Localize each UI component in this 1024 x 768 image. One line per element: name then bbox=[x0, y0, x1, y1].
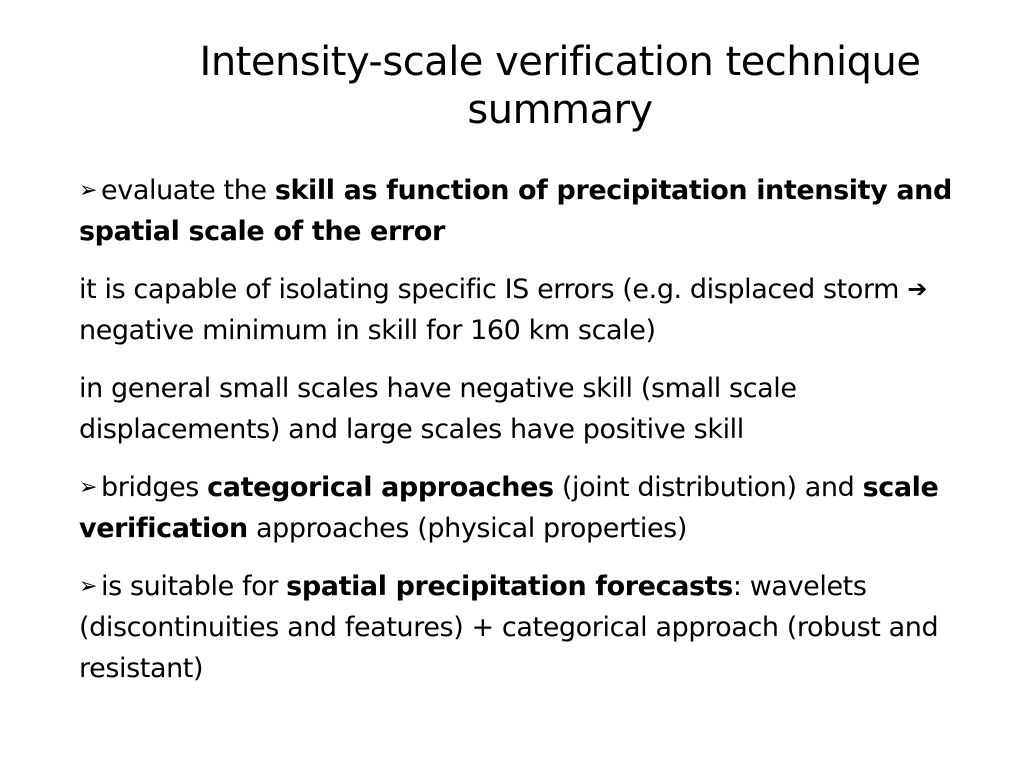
para-text: (joint distribution) and bbox=[553, 472, 863, 503]
para-text: : wavelets (discontinuities and features) + categorical approach (robust and resistant) bbox=[79, 571, 939, 684]
bullet-arrow-icon: ➢ bbox=[79, 178, 98, 203]
bullet-arrow-icon: ➢ bbox=[79, 475, 98, 500]
para-bold: categorical approaches bbox=[207, 472, 554, 503]
bullet-evaluate-skill bbox=[79, 170, 969, 252]
slide-title-line-1: Intensity-scale verification technique bbox=[199, 39, 921, 85]
para-bold: spatial precipitation forecasts bbox=[286, 571, 733, 602]
slide-body bbox=[79, 170, 969, 706]
para-bold: scale verification bbox=[79, 472, 939, 544]
para-text: bridges bbox=[101, 472, 208, 503]
para-bold: skill as function of precipitation intensity and spatial scale of the error bbox=[79, 175, 952, 247]
para-text: it is capable of isolating specific IS errors (e.g. displaced storm bbox=[79, 274, 908, 305]
para-isolating-errors bbox=[79, 269, 969, 351]
para-small-large-scales bbox=[79, 368, 969, 450]
para-text: in general small scales have negative skill (small scale displacements) and large scales have positive skill bbox=[79, 373, 797, 445]
para-text: negative minimum in skill for 160 km scale) bbox=[79, 315, 656, 346]
bullet-arrow-icon: ➢ bbox=[79, 574, 98, 599]
bullet-bridges-approaches bbox=[79, 467, 969, 549]
slide-title-line-2: summary bbox=[467, 87, 653, 133]
para-text: evaluate the bbox=[101, 175, 275, 206]
right-arrow-icon: ➔ bbox=[907, 275, 927, 303]
para-text: is suitable for bbox=[101, 571, 287, 602]
para-text: approaches (physical properties) bbox=[247, 513, 687, 544]
bullet-suitable-for bbox=[79, 566, 969, 689]
slide-title bbox=[150, 38, 970, 134]
